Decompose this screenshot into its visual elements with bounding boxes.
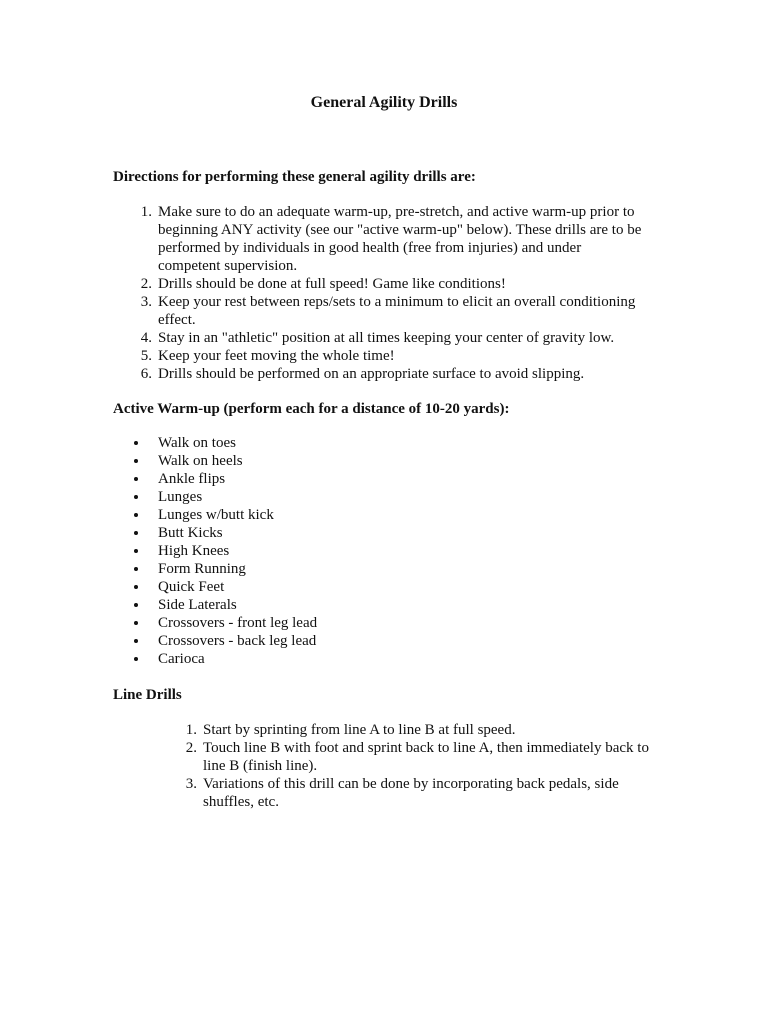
item-number: 4. [140,330,152,346]
bullet-icon [134,531,138,535]
list-item [140,365,643,383]
item-number: 2. [185,740,197,756]
item-text: Keep your rest between reps/sets to a minimum to elicit an overall conditioning effect. [158,294,636,328]
item-number: 1. [185,722,197,738]
list-item [158,650,558,668]
warmup-heading: Active Warm-up (perform each for a distance of 10-20 yards): [113,401,510,417]
bullet-icon [134,567,138,571]
item-text: Make sure to do an adequate warm-up, pre-stretch, and active warm-up prior to beginning ANY activity (see our "active warm-up" below). These drills are to be performed by individuals in good health (free from injuries) and under competent supervision. [158,204,642,274]
list-item [158,488,558,506]
item-number: 5. [140,348,152,364]
bullet-icon [134,549,138,553]
item-text: Touch line B with foot and sprint back to line A, then immediately back to line B (finish line). [203,740,649,774]
warmup-list [158,434,558,668]
bullet-icon [134,621,138,625]
item-text: Walk on toes [158,435,236,451]
bullet-icon [134,585,138,589]
bullet-icon [134,657,138,661]
bullet-icon [134,603,138,607]
item-text: Carioca [158,651,205,667]
item-number: 2. [140,276,152,292]
list-item [158,614,558,632]
item-number: 3. [185,776,197,792]
list-item [158,578,558,596]
list-item [140,203,643,275]
list-item [158,452,558,470]
list-item [185,739,653,775]
bullet-icon [134,639,138,643]
item-text: Drills should be done at full speed! Game like conditions! [158,276,506,292]
bullet-icon [134,477,138,481]
item-text: Quick Feet [158,579,225,595]
item-text: Keep your feet moving the whole time! [158,348,395,364]
item-text: Start by sprinting from line A to line B at full speed. [203,722,516,738]
list-item [140,329,643,347]
document-title: General Agility Drills [310,94,458,111]
item-number: 1. [140,204,152,220]
bullet-icon [134,459,138,463]
item-text: Form Running [158,561,246,577]
item-text: High Knees [158,543,230,559]
list-item [140,347,643,365]
item-number: 6. [140,366,152,382]
list-item [158,632,558,650]
line-drills-heading: Line Drills [113,687,182,703]
list-item [158,524,558,542]
item-text: Side Laterals [158,597,237,613]
line-drills-list [185,721,653,811]
list-item [140,293,643,329]
bullet-icon [134,513,138,517]
item-number: 3. [140,294,152,310]
item-text: Crossovers - back leg lead [158,633,317,649]
directions-heading: Directions for performing these general agility drills are: [113,169,476,185]
list-item [158,470,558,488]
list-item [158,434,558,452]
item-text: Crossovers - front leg lead [158,615,318,631]
directions-list [140,203,643,383]
list-item [158,542,558,560]
item-text: Drills should be performed on an appropriate surface to avoid slipping. [158,366,585,382]
list-item [185,721,653,739]
list-item [140,275,643,293]
list-item [185,775,653,811]
item-text: Walk on heels [158,453,243,469]
list-item [158,506,558,524]
list-item [158,596,558,614]
item-text: Butt Kicks [158,525,223,541]
list-item [158,560,558,578]
bullet-icon [134,495,138,499]
item-text: Lunges [158,489,203,505]
item-text: Ankle flips [158,471,226,487]
item-text: Stay in an "athletic" position at all times keeping your center of gravity low. [158,330,615,346]
item-text: Lunges w/butt kick [158,507,274,523]
item-text: Variations of this drill can be done by incorporating back pedals, side shuffles, etc. [203,776,619,810]
bullet-icon [134,441,138,445]
